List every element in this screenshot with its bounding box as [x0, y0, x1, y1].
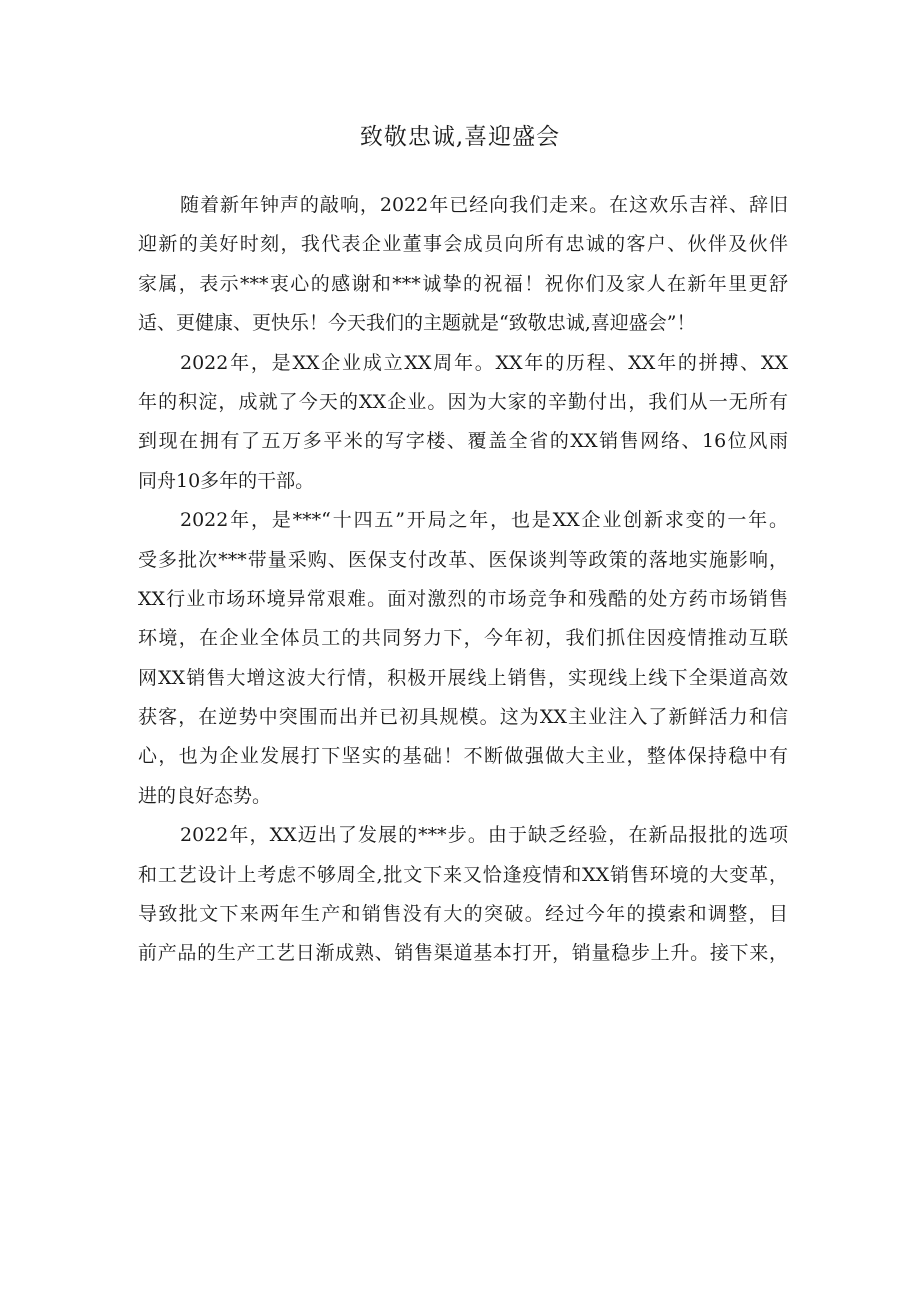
text-line: 2022年，XX迈出了发展的***步。由于缺乏经验，在新品报批的选项	[180, 824, 788, 847]
paragraph-market-challenges	[138, 501, 788, 816]
document-title: 致敬忠诚,喜迎盛会	[359, 124, 561, 150]
text-line: 随着新年钟声的敲响，2022年已经向我们走来。在这欢乐吉祥、辞旧	[180, 194, 788, 216]
text-line: 受多批次***带量采购、医保支付改革、医保谈判等政策的落地实施影响，	[138, 548, 788, 571]
paragraph-new-year-greeting	[138, 186, 788, 344]
text-line: 导致批文下来两年生产和销售没有大的突破。经过今年的摸索和调整，目	[138, 903, 788, 926]
text-line: 网XX销售大增这波大行情，积极开展线上销售，实现线上线下全渠道高效	[138, 666, 788, 689]
text-line: 2022年，是XX企业成立XX周年。XX年的历程、XX年的拼搏、XX	[180, 351, 788, 374]
text-line: 进的良好态势。	[138, 784, 272, 807]
text-line: 年的积淀，成就了今天的XX企业。因为大家的辛勤付出，我们从一无所有	[138, 390, 788, 413]
text-line: 同舟10多年的干部。	[138, 469, 315, 492]
text-line: 心，也为企业发展打下坚实的基础！不断做强做大主业，整体保持稳中有	[138, 745, 788, 768]
paragraph-development-steps	[138, 816, 788, 974]
text-line: XX行业市场环境异常艰难。面对激烈的市场竞争和残酷的处方药市场销售	[138, 587, 788, 610]
document-body	[138, 186, 788, 974]
text-line: 2022年，是***“十四五”开局之年，也是XX企业创新求变的一年。	[180, 509, 788, 532]
text-line: 家属，表示***衷心的感谢和***诚挚的祝福！祝你们及家人在新年里更舒	[138, 272, 788, 295]
text-line: 和工艺设计上考虑不够周全,批文下来又恰逢疫情和XX销售环境的大变革，	[138, 863, 788, 886]
text-line: 前产品的生产工艺日渐成熟、销售渠道基本打开，销量稳步上升。接下来，	[138, 942, 788, 965]
text-line: 适、更健康、更快乐！今天我们的主题就是“致敬忠诚,喜迎盛会”！	[138, 312, 696, 335]
text-line: 迎新的美好时刻，我代表企业董事会成员向所有忠诚的客户、伙伴及伙伴	[138, 233, 788, 256]
text-line: 到现在拥有了五万多平米的写字楼、覆盖全省的XX销售网络、16位风雨	[138, 430, 788, 453]
text-line: 环境，在企业全体员工的共同努力下，今年初，我们抓住因疫情推动互联	[138, 627, 788, 650]
paragraph-anniversary	[138, 344, 788, 502]
text-line: 获客，在逆势中突围而出并已初具规模。这为XX主业注入了新鲜活力和信	[138, 706, 788, 729]
